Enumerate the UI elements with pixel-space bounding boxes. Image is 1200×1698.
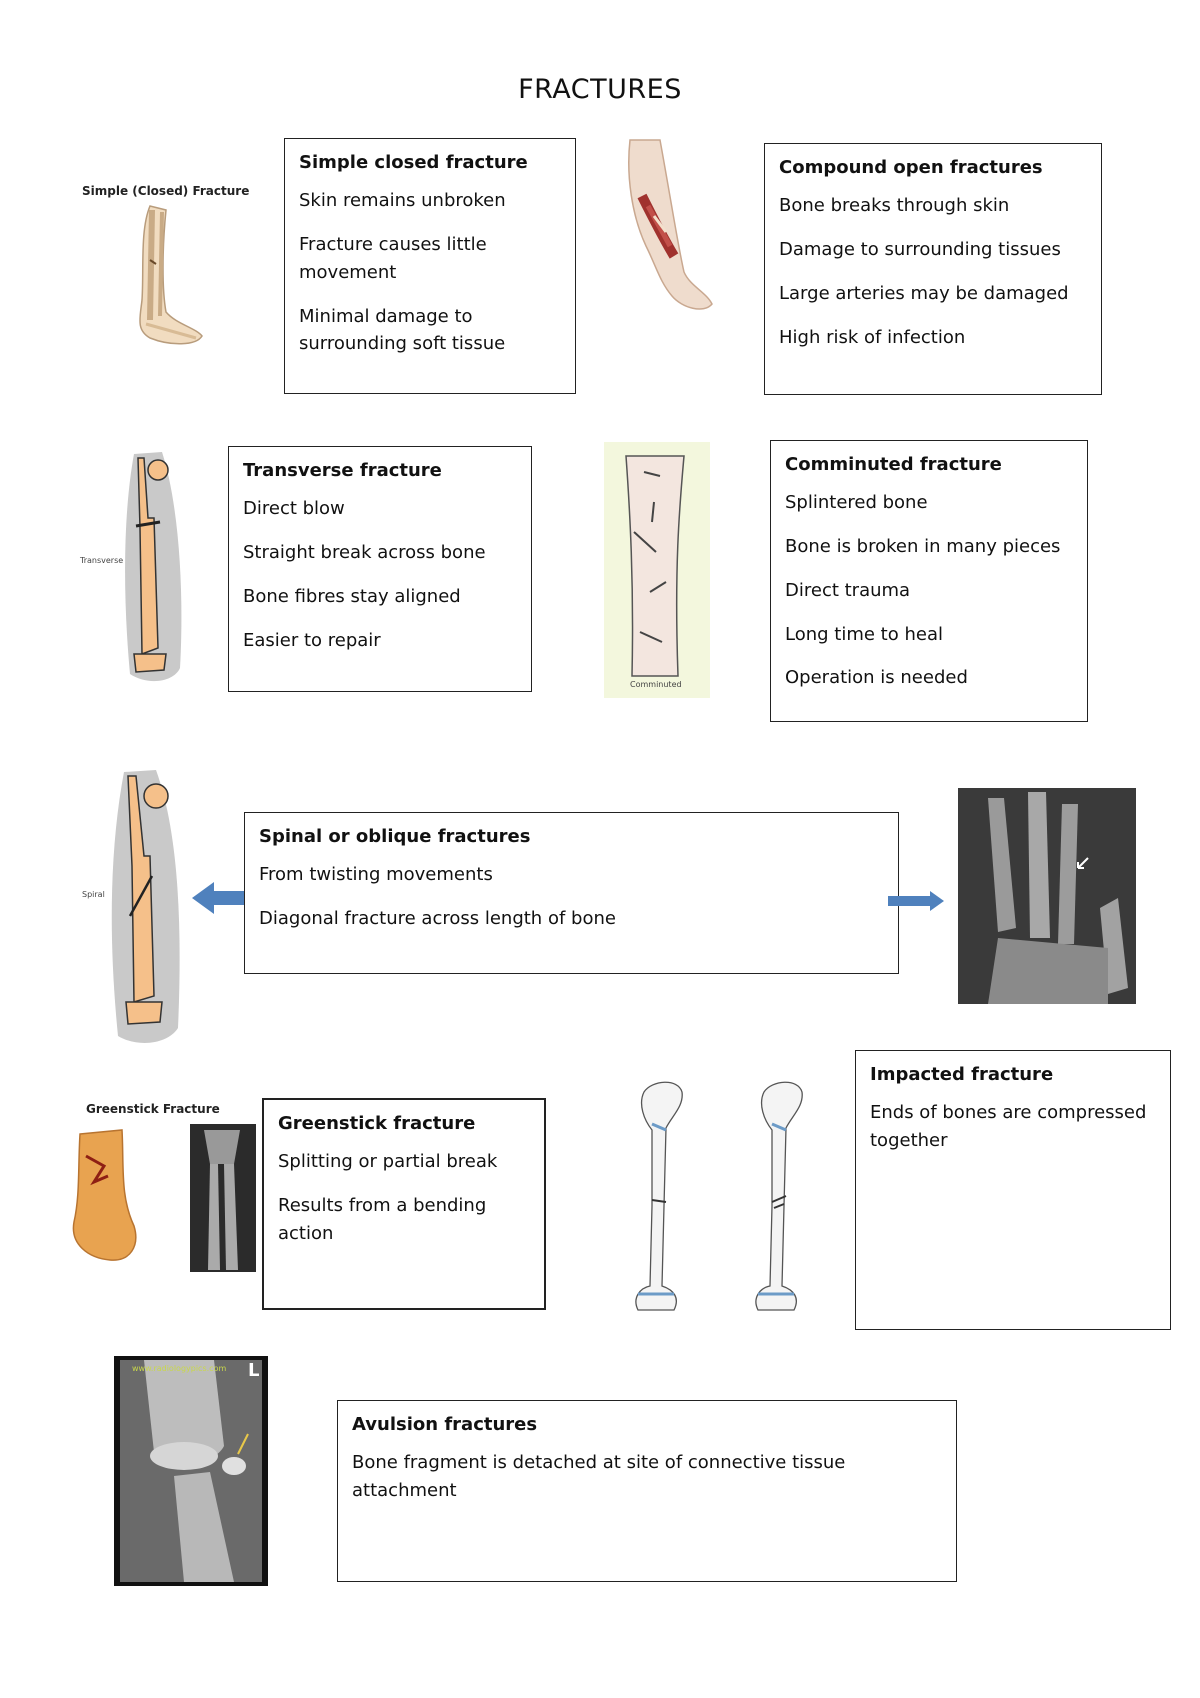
spiral-fracture-bone-image (104, 766, 184, 1046)
compound-point-2: Damage to surrounding tissues (779, 238, 1061, 260)
compound-fracture-box (764, 143, 1102, 395)
transverse-point-4: Easier to repair (243, 629, 381, 651)
comminuted-point-3: Direct trauma (785, 579, 911, 601)
simple-fracture-heading: Simple closed fracture (299, 152, 528, 173)
transverse-fracture-box (228, 446, 532, 692)
simple-image-caption: Simple (Closed) Fracture (82, 184, 250, 198)
impacted-femur-image (630, 1076, 830, 1312)
greenstick-bone-image (64, 1126, 142, 1266)
compound-point-4: High risk of infection (779, 326, 966, 348)
comminuted-point-4: Long time to heal (785, 623, 943, 645)
greenstick-point-2: Results from a bending action (278, 1194, 487, 1244)
greenstick-xray-image (190, 1124, 256, 1272)
simple-point-2: Fracture causes little movement (299, 233, 487, 283)
simple-fracture-box (284, 138, 576, 394)
impacted-point-1: Ends of bones are compressed together (870, 1101, 1147, 1151)
avulsion-watermark: www.radiologypics.com (132, 1364, 227, 1373)
transverse-point-2: Straight break across bone (243, 541, 486, 563)
spiral-point-1: From twisting movements (259, 863, 493, 885)
transverse-fracture-bone-image (118, 448, 186, 684)
comminuted-point-5: Operation is needed (785, 667, 968, 689)
greenstick-point-1: Splitting or partial break (278, 1150, 498, 1172)
compound-point-1: Bone breaks through skin (779, 194, 1010, 216)
avulsion-xray-marker: L (248, 1360, 260, 1381)
spiral-point-2: Diagonal fracture across length of bone (259, 907, 616, 929)
transverse-image-caption: Transverse (80, 556, 124, 565)
greenstick-fracture-box (262, 1098, 546, 1310)
right-arrow-icon (886, 890, 946, 912)
avulsion-point-1: Bone fragment is detached at site of connective tissue attachment (352, 1451, 846, 1501)
transverse-fracture-heading: Transverse fracture (243, 460, 442, 481)
spiral-image-caption: Spiral (82, 890, 105, 899)
simple-point-3: Minimal damage to surrounding soft tissue (299, 305, 506, 355)
simple-point-1: Skin remains unbroken (299, 189, 506, 211)
comminuted-fracture-heading: Comminuted fracture (785, 454, 1002, 475)
avulsion-xray-image (114, 1356, 268, 1586)
page-title: FRACTURES (518, 74, 682, 105)
simple-fracture-leg-image (110, 200, 210, 350)
compound-point-3: Large arteries may be damaged (779, 282, 1069, 304)
comminuted-image-caption: Comminuted (630, 680, 682, 689)
impacted-fracture-heading: Impacted fracture (870, 1064, 1054, 1085)
greenstick-fracture-heading: Greenstick fracture (278, 1113, 476, 1134)
left-arrow-icon (190, 880, 250, 916)
avulsion-fracture-heading: Avulsion fractures (352, 1414, 538, 1435)
greenstick-image-caption: Greenstick Fracture (86, 1102, 220, 1116)
comminuted-point-2: Bone is broken in many pieces (785, 535, 1061, 557)
spiral-fracture-heading: Spinal or oblique fractures (259, 826, 531, 847)
comminuted-point-1: Splintered bone (785, 491, 928, 513)
hand-xray-image (958, 788, 1136, 1004)
impacted-fracture-box (855, 1050, 1171, 1330)
compound-fracture-heading: Compound open fractures (779, 157, 1043, 178)
avulsion-fracture-box (337, 1400, 957, 1582)
compound-fracture-leg-image (612, 136, 722, 316)
comminuted-fracture-image (604, 442, 710, 698)
transverse-point-3: Bone fibres stay aligned (243, 585, 461, 607)
spiral-fracture-box (244, 812, 899, 974)
comminuted-fracture-box (770, 440, 1088, 722)
transverse-point-1: Direct blow (243, 497, 345, 519)
